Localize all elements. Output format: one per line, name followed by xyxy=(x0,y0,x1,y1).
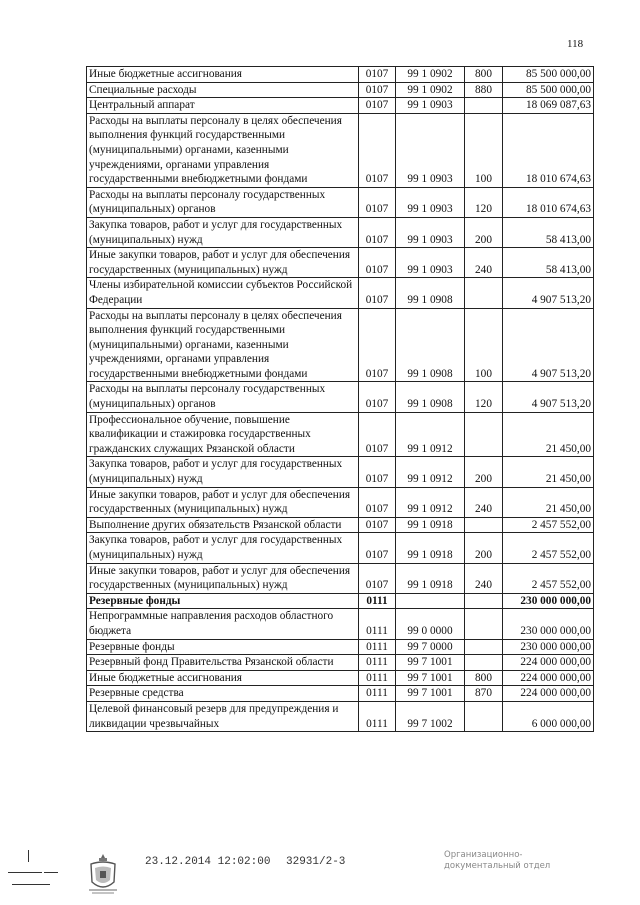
row-expense-type: 120 xyxy=(465,187,503,217)
row-target-article xyxy=(396,593,465,609)
row-amount: 58 413,00 xyxy=(503,248,594,278)
coat-of-arms-emblem xyxy=(86,852,120,896)
row-target-article: 99 1 0902 xyxy=(396,82,465,98)
row-name: Иные закупки товаров, работ и услуг для обеспечения государственных (муниципальных) нужд xyxy=(87,487,359,517)
row-target-article: 99 1 0918 xyxy=(396,533,465,563)
table-row xyxy=(87,217,594,247)
row-amount: 2 457 552,00 xyxy=(503,517,594,533)
row-amount: 21 450,00 xyxy=(503,487,594,517)
row-section: 0107 xyxy=(359,67,396,83)
row-target-article: 99 1 0902 xyxy=(396,67,465,83)
row-amount: 224 000 000,00 xyxy=(503,655,594,671)
budget-table xyxy=(86,66,594,732)
row-section: 0107 xyxy=(359,82,396,98)
table-row xyxy=(87,457,594,487)
row-target-article: 99 1 0908 xyxy=(396,308,465,382)
registration-number: 32931/2-3 xyxy=(286,856,346,868)
row-section: 0111 xyxy=(359,593,396,609)
row-expense-type: 800 xyxy=(465,670,503,686)
page-number: 118 xyxy=(567,38,584,50)
row-amount: 18 010 674,63 xyxy=(503,187,594,217)
row-name: Иные закупки товаров, работ и услуг для обеспечения государственных (муниципальных) нужд xyxy=(87,563,359,593)
row-target-article: 99 7 1001 xyxy=(396,655,465,671)
row-section: 0107 xyxy=(359,98,396,114)
row-target-article: 99 1 0903 xyxy=(396,98,465,114)
row-amount: 4 907 513,20 xyxy=(503,308,594,382)
row-name: Специальные расходы xyxy=(87,82,359,98)
row-amount: 21 450,00 xyxy=(503,412,594,457)
row-section: 0107 xyxy=(359,308,396,382)
margin-marks xyxy=(8,850,58,888)
row-section: 0111 xyxy=(359,670,396,686)
row-amount: 230 000 000,00 xyxy=(503,639,594,655)
row-name: Расходы на выплаты персоналу государственных (муниципальных) органов xyxy=(87,187,359,217)
row-expense-type xyxy=(465,655,503,671)
table-row xyxy=(87,517,594,533)
row-section: 0107 xyxy=(359,457,396,487)
row-section: 0111 xyxy=(359,609,396,639)
department-stamp-line1: Организационно- xyxy=(444,850,523,860)
table-row xyxy=(87,82,594,98)
row-target-article: 99 1 0908 xyxy=(396,382,465,412)
row-section: 0107 xyxy=(359,487,396,517)
row-name: Профессиональное обучение, повышение квалификации и стажировка государственных гражданских служащих Рязанской области xyxy=(87,412,359,457)
row-name: Резервные фонды xyxy=(87,639,359,655)
row-expense-type: 200 xyxy=(465,457,503,487)
row-expense-type xyxy=(465,593,503,609)
row-target-article: 99 1 0903 xyxy=(396,248,465,278)
row-name: Расходы на выплаты персоналу в целях обеспечения выполнения функций государственными (муниципальными) органами, казенными учреждениями, органами управления государственными внебюджетными фондами xyxy=(87,308,359,382)
row-expense-type xyxy=(465,639,503,655)
row-name: Резервный фонд Правительства Рязанской области xyxy=(87,655,359,671)
row-section: 0107 xyxy=(359,248,396,278)
row-expense-type: 240 xyxy=(465,248,503,278)
row-name: Резервные фонды xyxy=(87,593,359,609)
row-section: 0107 xyxy=(359,187,396,217)
table-row xyxy=(87,248,594,278)
row-name: Закупка товаров, работ и услуг для государственных (муниципальных) нужд xyxy=(87,217,359,247)
row-target-article: 99 7 1002 xyxy=(396,701,465,731)
table-row xyxy=(87,701,594,731)
table-row xyxy=(87,98,594,114)
row-expense-type xyxy=(465,701,503,731)
row-name: Иные закупки товаров, работ и услуг для обеспечения государственных (муниципальных) нужд xyxy=(87,248,359,278)
row-name: Иные бюджетные ассигнования xyxy=(87,670,359,686)
row-expense-type xyxy=(465,412,503,457)
row-target-article: 99 7 0000 xyxy=(396,639,465,655)
row-name: Закупка товаров, работ и услуг для государственных (муниципальных) нужд xyxy=(87,457,359,487)
row-name: Закупка товаров, работ и услуг для государственных (муниципальных) нужд xyxy=(87,533,359,563)
row-name: Иные бюджетные ассигнования xyxy=(87,67,359,83)
page-footer xyxy=(0,842,640,905)
row-target-article: 99 1 0912 xyxy=(396,412,465,457)
row-section: 0111 xyxy=(359,655,396,671)
row-amount: 224 000 000,00 xyxy=(503,670,594,686)
row-target-article: 99 1 0912 xyxy=(396,487,465,517)
row-amount: 2 457 552,00 xyxy=(503,533,594,563)
row-expense-type: 880 xyxy=(465,82,503,98)
row-name: Расходы на выплаты персоналу государственных (муниципальных) органов xyxy=(87,382,359,412)
row-expense-type: 100 xyxy=(465,308,503,382)
row-section: 0107 xyxy=(359,517,396,533)
table-row xyxy=(87,308,594,382)
row-name: Выполнение других обязательств Рязанской области xyxy=(87,517,359,533)
row-amount: 4 907 513,20 xyxy=(503,382,594,412)
row-name: Резервные средства xyxy=(87,686,359,702)
row-amount: 21 450,00 xyxy=(503,457,594,487)
row-expense-type xyxy=(465,278,503,308)
row-target-article: 99 1 0912 xyxy=(396,457,465,487)
row-name: Члены избирательной комиссии субъектов Российской Федерации xyxy=(87,278,359,308)
registration-datetime: 23.12.2014 12:02:00 xyxy=(145,856,271,868)
row-amount: 58 413,00 xyxy=(503,217,594,247)
table-row xyxy=(87,187,594,217)
row-section: 0107 xyxy=(359,533,396,563)
row-target-article: 99 7 1001 xyxy=(396,686,465,702)
table-row xyxy=(87,563,594,593)
row-expense-type: 200 xyxy=(465,217,503,247)
table-row xyxy=(87,412,594,457)
row-amount: 18 069 087,63 xyxy=(503,98,594,114)
row-amount: 85 500 000,00 xyxy=(503,82,594,98)
table-row xyxy=(87,686,594,702)
table-row xyxy=(87,113,594,187)
row-expense-type: 120 xyxy=(465,382,503,412)
table-row xyxy=(87,609,594,639)
row-expense-type: 240 xyxy=(465,563,503,593)
row-amount: 2 457 552,00 xyxy=(503,563,594,593)
table-row xyxy=(87,593,594,609)
row-target-article: 99 1 0918 xyxy=(396,563,465,593)
row-expense-type xyxy=(465,98,503,114)
row-name: Расходы на выплаты персоналу в целях обеспечения выполнения функций государственными (муниципальными) органами, казенными учреждениями, органами управления государственными внебюджетными фондами xyxy=(87,113,359,187)
row-expense-type: 240 xyxy=(465,487,503,517)
row-expense-type: 870 xyxy=(465,686,503,702)
row-target-article: 99 1 0908 xyxy=(396,278,465,308)
row-amount: 18 010 674,63 xyxy=(503,113,594,187)
row-section: 0107 xyxy=(359,412,396,457)
table-row xyxy=(87,382,594,412)
table-row xyxy=(87,67,594,83)
row-expense-type xyxy=(465,609,503,639)
row-section: 0107 xyxy=(359,113,396,187)
row-amount: 6 000 000,00 xyxy=(503,701,594,731)
row-target-article: 99 1 0903 xyxy=(396,113,465,187)
row-target-article: 99 1 0903 xyxy=(396,187,465,217)
row-target-article: 99 0 0000 xyxy=(396,609,465,639)
department-stamp xyxy=(444,850,584,872)
table-row xyxy=(87,670,594,686)
row-section: 0111 xyxy=(359,701,396,731)
row-expense-type: 800 xyxy=(465,67,503,83)
row-section: 0107 xyxy=(359,563,396,593)
row-expense-type: 200 xyxy=(465,533,503,563)
table-row xyxy=(87,278,594,308)
row-amount: 4 907 513,20 xyxy=(503,278,594,308)
department-stamp-line2: документальный отдел xyxy=(444,861,551,871)
row-target-article: 99 1 0918 xyxy=(396,517,465,533)
row-expense-type: 100 xyxy=(465,113,503,187)
row-target-article: 99 7 1001 xyxy=(396,670,465,686)
row-section: 0111 xyxy=(359,686,396,702)
row-section: 0111 xyxy=(359,639,396,655)
row-expense-type xyxy=(465,517,503,533)
row-name: Целевой финансовый резерв для предупреждения и ликвидации чрезвычайных xyxy=(87,701,359,731)
budget-table-body xyxy=(87,67,594,732)
row-amount: 85 500 000,00 xyxy=(503,67,594,83)
row-name: Непрограммные направления расходов областного бюджета xyxy=(87,609,359,639)
table-row xyxy=(87,533,594,563)
row-section: 0107 xyxy=(359,382,396,412)
row-section: 0107 xyxy=(359,217,396,247)
row-section: 0107 xyxy=(359,278,396,308)
row-amount: 224 000 000,00 xyxy=(503,686,594,702)
table-row xyxy=(87,487,594,517)
row-amount: 230 000 000,00 xyxy=(503,609,594,639)
table-row xyxy=(87,655,594,671)
row-name: Центральный аппарат xyxy=(87,98,359,114)
row-amount: 230 000 000,00 xyxy=(503,593,594,609)
row-target-article: 99 1 0903 xyxy=(396,217,465,247)
table-row xyxy=(87,639,594,655)
